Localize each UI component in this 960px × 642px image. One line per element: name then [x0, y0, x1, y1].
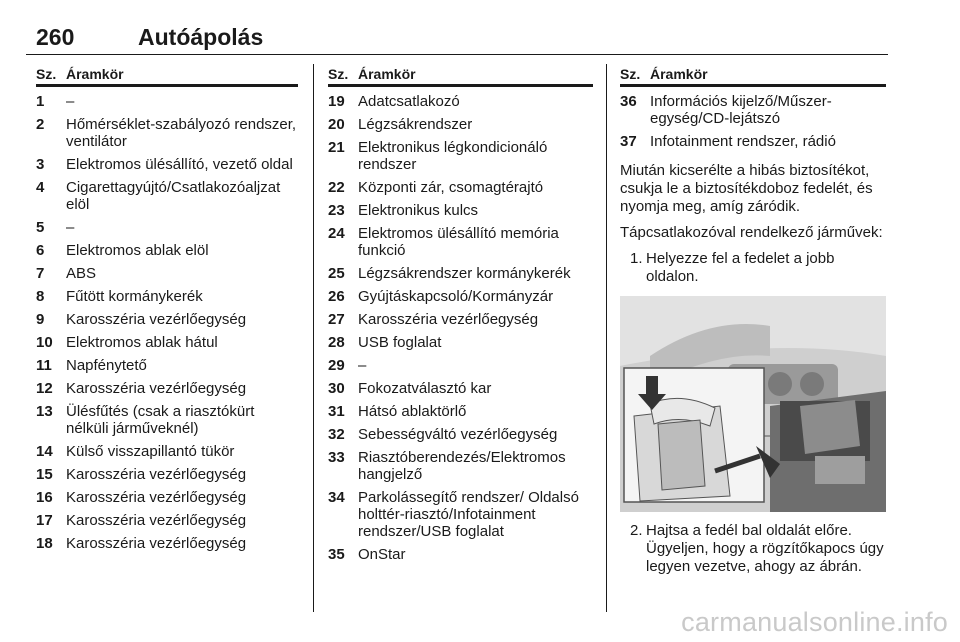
- table-row: [36, 512, 298, 529]
- fuse-box-cover-illustration: [620, 296, 886, 512]
- step-text: Hajtsa a fedél bal oldalát előre. Ügyeljen, hogy a rögzítőkapocs úgy legyen vezetve, ahogy az ábrán.: [646, 522, 884, 575]
- fuse-number: 4: [36, 179, 45, 196]
- circuit-name: Hőmérséklet-szabályozó rendszer, ventilátor: [66, 116, 297, 150]
- table-row: [328, 489, 593, 540]
- column-divider: [313, 64, 314, 612]
- fuse-number: 11: [36, 357, 52, 374]
- instruction-paragraph: Miután kicserélte a hibás biztosítékot, csukja le a biztosítékdoboz fedelét, és nyomja meg, amíg záródik.: [620, 162, 873, 215]
- table-row: [36, 466, 298, 483]
- instruction-paragraph: Tápcsatlakozóval rendelkező járművek:: [620, 224, 883, 241]
- table-row: [36, 219, 298, 236]
- circuit-name: Elektromos ülésállító memória funkció: [358, 225, 559, 259]
- page-header: [26, 22, 888, 55]
- table-header: [36, 64, 298, 87]
- table-row: [36, 535, 298, 552]
- fuse-number: 19: [328, 93, 345, 110]
- fuse-number: 10: [36, 334, 53, 351]
- fuse-number: 28: [328, 334, 345, 351]
- circuit-name: Elektronikus légkondicionáló rendszer: [358, 139, 548, 173]
- table-row: [328, 288, 593, 305]
- circuit-name: Cigarettagyújtó/Csatlakozóaljzat elöl: [66, 179, 281, 213]
- fuse-number: 13: [36, 403, 53, 420]
- circuit-name: –: [358, 357, 367, 374]
- fuse-number: 36: [620, 93, 637, 110]
- table-header: [620, 64, 886, 87]
- fuse-number: 12: [36, 380, 53, 397]
- table-row: [328, 403, 593, 420]
- circuit-name: OnStar: [358, 546, 406, 563]
- circuit-name: Karosszéria vezérlőegység: [66, 535, 247, 552]
- circuit-name: Külső visszapillantó tükör: [66, 443, 235, 460]
- table-row: [328, 426, 593, 443]
- circuit-name: Karosszéria vezérlőegység: [66, 512, 247, 529]
- fuse-number: 21: [328, 139, 345, 156]
- fuse-number: 16: [36, 489, 53, 506]
- circuit-name: Fűtött kormánykerék: [66, 288, 203, 305]
- header-sz: Sz.: [620, 66, 641, 82]
- fuse-number: 7: [36, 265, 45, 282]
- table-row: [36, 288, 298, 305]
- table-row: [328, 179, 593, 196]
- header-sz: Sz.: [328, 66, 349, 82]
- fuse-number: 18: [36, 535, 53, 552]
- text-column-3: [620, 64, 886, 576]
- fuse-number: 37: [620, 133, 637, 150]
- fuse-number: 31: [328, 403, 345, 420]
- circuit-name: Karosszéria vezérlőegység: [66, 489, 247, 506]
- page-title: Autóápolás: [138, 24, 264, 50]
- circuit-name: Légzsákrendszer: [358, 116, 473, 133]
- circuit-name: Fokozatválasztó kar: [358, 380, 492, 397]
- step-number: 2.: [630, 522, 643, 539]
- table-row: [36, 311, 298, 328]
- step-number: 1.: [630, 250, 643, 267]
- table-row: [328, 93, 593, 110]
- fuse-number: 17: [36, 512, 53, 529]
- circuit-name: Sebességváltó vezérlőegység: [358, 426, 558, 443]
- circuit-name: Karosszéria vezérlőegység: [66, 380, 247, 397]
- step-item: [620, 250, 886, 286]
- circuit-name: –: [66, 93, 75, 110]
- fuse-number: 6: [36, 242, 45, 259]
- circuit-name: Ülésfűtés (csak a riasztókürt nélküli járműveknél): [66, 403, 255, 437]
- fuse-number: 29: [328, 357, 345, 374]
- table-row: [36, 179, 298, 213]
- circuit-name: Központi zár, csomagtérajtó: [358, 179, 544, 196]
- table-row: [328, 334, 593, 351]
- table-row: [620, 133, 886, 150]
- table-row: [328, 225, 593, 259]
- circuit-name: Adatcsatlakozó: [358, 93, 460, 110]
- circuit-name: Hátsó ablaktörlő: [358, 403, 467, 420]
- fuse-number: 27: [328, 311, 345, 328]
- table-row: [36, 334, 298, 351]
- fuse-number: 34: [328, 489, 345, 506]
- circuit-name: Karosszéria vezérlőegység: [358, 311, 539, 328]
- header-aramkor: Áramkör: [650, 66, 708, 82]
- table-row: [36, 403, 298, 437]
- table-row: [328, 357, 593, 374]
- circuit-name: USB foglalat: [358, 334, 442, 351]
- circuit-name: Elektromos ülésállító, vezető oldal: [66, 156, 293, 173]
- fuse-number: 14: [36, 443, 53, 460]
- table-header: [328, 64, 593, 87]
- circuit-name: Elektromos ablak elöl: [66, 242, 209, 259]
- table-row: [328, 546, 593, 563]
- header-aramkor: Áramkör: [358, 66, 416, 82]
- fuse-number: 3: [36, 156, 45, 173]
- table-row: [328, 449, 593, 483]
- step-item: [620, 522, 886, 576]
- fuse-number: 15: [36, 466, 53, 483]
- fuse-table-column-2: [328, 64, 593, 569]
- table-row: [328, 265, 593, 282]
- circuit-name: Légzsákrendszer kormánykerék: [358, 265, 571, 282]
- fuse-number: 22: [328, 179, 345, 196]
- table-row: [328, 311, 593, 328]
- table-row: [328, 139, 593, 173]
- table-row: [328, 380, 593, 397]
- table-row: [36, 265, 298, 282]
- table-row: [328, 202, 593, 219]
- table-row: [36, 489, 298, 506]
- table-row: [36, 116, 298, 150]
- fuse-number: 20: [328, 116, 345, 133]
- circuit-name: Riasztóberendezés/Elektromos hangjelző: [358, 449, 566, 483]
- fuse-number: 25: [328, 265, 345, 282]
- fuse-number: 30: [328, 380, 345, 397]
- table-body: [36, 93, 298, 552]
- fuse-number: 26: [328, 288, 345, 305]
- table-row: [36, 93, 298, 110]
- fuse-number: 23: [328, 202, 345, 219]
- fuse-number: 8: [36, 288, 45, 305]
- table-row: [36, 242, 298, 259]
- column-divider: [606, 64, 607, 612]
- header-aramkor: Áramkör: [66, 66, 124, 82]
- table-row: [36, 380, 298, 397]
- table-row: [36, 156, 298, 173]
- table-body: [620, 93, 886, 150]
- fuse-number: 1: [36, 93, 45, 110]
- table-row: [36, 357, 298, 374]
- fuse-number: 2: [36, 116, 45, 133]
- circuit-name: Elektronikus kulcs: [358, 202, 479, 219]
- circuit-name: Elektromos ablak hátul: [66, 334, 218, 351]
- table-body: [328, 93, 593, 563]
- fuse-number: 5: [36, 219, 45, 236]
- circuit-name: ABS: [66, 265, 97, 282]
- fuse-number: 9: [36, 311, 45, 328]
- fuse-number: 33: [328, 449, 345, 466]
- fuse-box-cover-illustration-svg: [620, 296, 886, 512]
- circuit-name: Információs kijelző/Műszeregység/CD-lejátszó: [650, 93, 832, 127]
- page-number: 260: [36, 24, 75, 50]
- circuit-name: Karosszéria vezérlőegység: [66, 466, 247, 483]
- fuse-number: 24: [328, 225, 345, 242]
- step-text: Helyezze fel a fedelet a jobb oldalon.: [646, 250, 835, 285]
- circuit-name: Infotainment rendszer, rádió: [650, 133, 836, 150]
- header-sz: Sz.: [36, 66, 57, 82]
- fuse-table-column-1: [36, 64, 298, 558]
- table-row: [620, 93, 886, 127]
- table-row: [36, 443, 298, 460]
- circuit-name: Parkolássegítő rendszer/ Oldalsó holttér-riasztó/Infotainment rendszer/USB foglalat: [358, 489, 579, 540]
- circuit-name: Gyújtáskapcsoló/Kormányzár: [358, 288, 554, 305]
- table-row: [328, 116, 593, 133]
- fuse-number: 35: [328, 546, 345, 563]
- circuit-name: Napfénytető: [66, 357, 147, 374]
- watermark: carmanualsonline.info: [681, 607, 948, 637]
- fuse-number: 32: [328, 426, 345, 443]
- circuit-name: Karosszéria vezérlőegység: [66, 311, 247, 328]
- circuit-name: –: [66, 219, 75, 236]
